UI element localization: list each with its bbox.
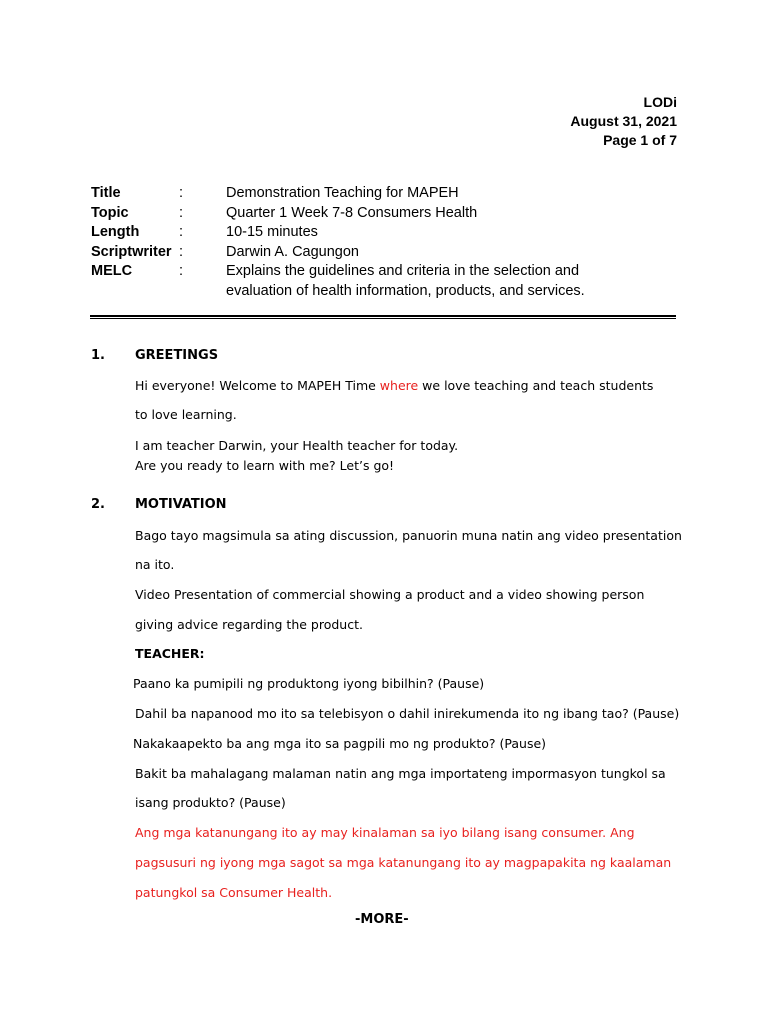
teacher-remark-1: Ang mga katanungang ito ay may kinalaman sa iyo bilang isang consumer. Ang — [135, 825, 635, 840]
greeting-line-1 — [135, 378, 653, 393]
section-heading-greetings — [91, 348, 218, 363]
motivation-line-4: giving advice regarding the product. — [135, 617, 363, 632]
meta-colon: : — [179, 263, 184, 279]
meta-row-melc — [91, 262, 626, 301]
header-date: August 31, 2021 — [570, 113, 677, 129]
meta-value: Explains the guidelines and criteria in the selection and evaluation of health information, products, and services. — [226, 263, 585, 299]
header-org: LODi — [643, 94, 677, 110]
section-heading-motivation — [91, 497, 227, 512]
teacher-question-5: isang produkto? (Pause) — [135, 795, 286, 810]
greeting-line-3: I am teacher Darwin, your Health teacher for today. — [135, 438, 459, 453]
meta-row-length — [91, 223, 626, 243]
teacher-question-3: Nakakaapekto ba ang mga ito sa pagpili mo ng produkto? (Pause) — [133, 736, 547, 751]
greeting-line-4: Are you ready to learn with me? Let’s go! — [135, 458, 395, 473]
more-marker: -MORE- — [355, 912, 409, 927]
meta-value: Quarter 1 Week 7-8 Consumers Health — [226, 204, 478, 221]
meta-row-scriptwriter — [91, 243, 626, 263]
motivation-line-2: na ito. — [135, 557, 175, 572]
teacher-question-1: Paano ka pumipili ng produktong iyong bibilhin? (Pause) — [133, 676, 485, 691]
meta-value: Darwin A. Cagungon — [226, 243, 359, 260]
section-number: 2. — [91, 497, 105, 512]
teacher-question-2: Dahil ba napanood mo ito sa telebisyon o dahil inirekumenda ito ng ibang tao? (Pause) — [135, 706, 680, 721]
header-page: Page 1 of 7 — [603, 132, 677, 148]
section-title: GREETINGS — [135, 348, 219, 363]
script-metadata — [91, 184, 626, 301]
meta-label: MELC — [91, 263, 133, 279]
greeting-text: we love teaching and teach students — [418, 378, 654, 393]
meta-row-title — [91, 184, 626, 204]
motivation-line-3: Video Presentation of commercial showing a product and a video showing person — [135, 587, 645, 602]
meta-colon: : — [179, 185, 184, 201]
greeting-line-2: to love learning. — [135, 407, 237, 422]
motivation-line-1: Bago tayo magsimula sa ating discussion, panuorin muna natin ang video presentation — [135, 528, 682, 543]
teacher-label: TEACHER: — [135, 646, 205, 661]
greeting-text: Hi everyone! Welcome to MAPEH Time — [135, 378, 380, 393]
section-number: 1. — [91, 348, 105, 363]
greeting-highlight: where — [379, 378, 419, 393]
meta-colon: : — [179, 243, 184, 260]
meta-value: 10-15 minutes — [226, 224, 318, 240]
divider-line-secondary — [90, 318, 676, 319]
meta-colon: : — [179, 204, 184, 221]
section-title: MOTIVATION — [135, 497, 227, 512]
teacher-question-4: Bakit ba mahalagang malaman natin ang mga importateng impormasyon tungkol sa — [135, 766, 666, 781]
meta-row-topic — [91, 204, 626, 224]
teacher-remark-2: pagsusuri ng iyong mga sagot sa mga katanungang ito ay magpapakita ng kaalaman — [135, 855, 672, 870]
teacher-remark-3: patungkol sa Consumer Health. — [135, 885, 333, 900]
meta-label: Topic — [91, 204, 129, 221]
meta-value: Demonstration Teaching for MAPEH — [226, 185, 459, 201]
divider-line — [90, 315, 676, 317]
meta-label: Title — [91, 185, 121, 201]
document-header — [570, 93, 677, 150]
meta-label: Length — [91, 224, 140, 240]
meta-colon: : — [179, 224, 184, 240]
meta-label: Scriptwriter — [91, 243, 172, 260]
